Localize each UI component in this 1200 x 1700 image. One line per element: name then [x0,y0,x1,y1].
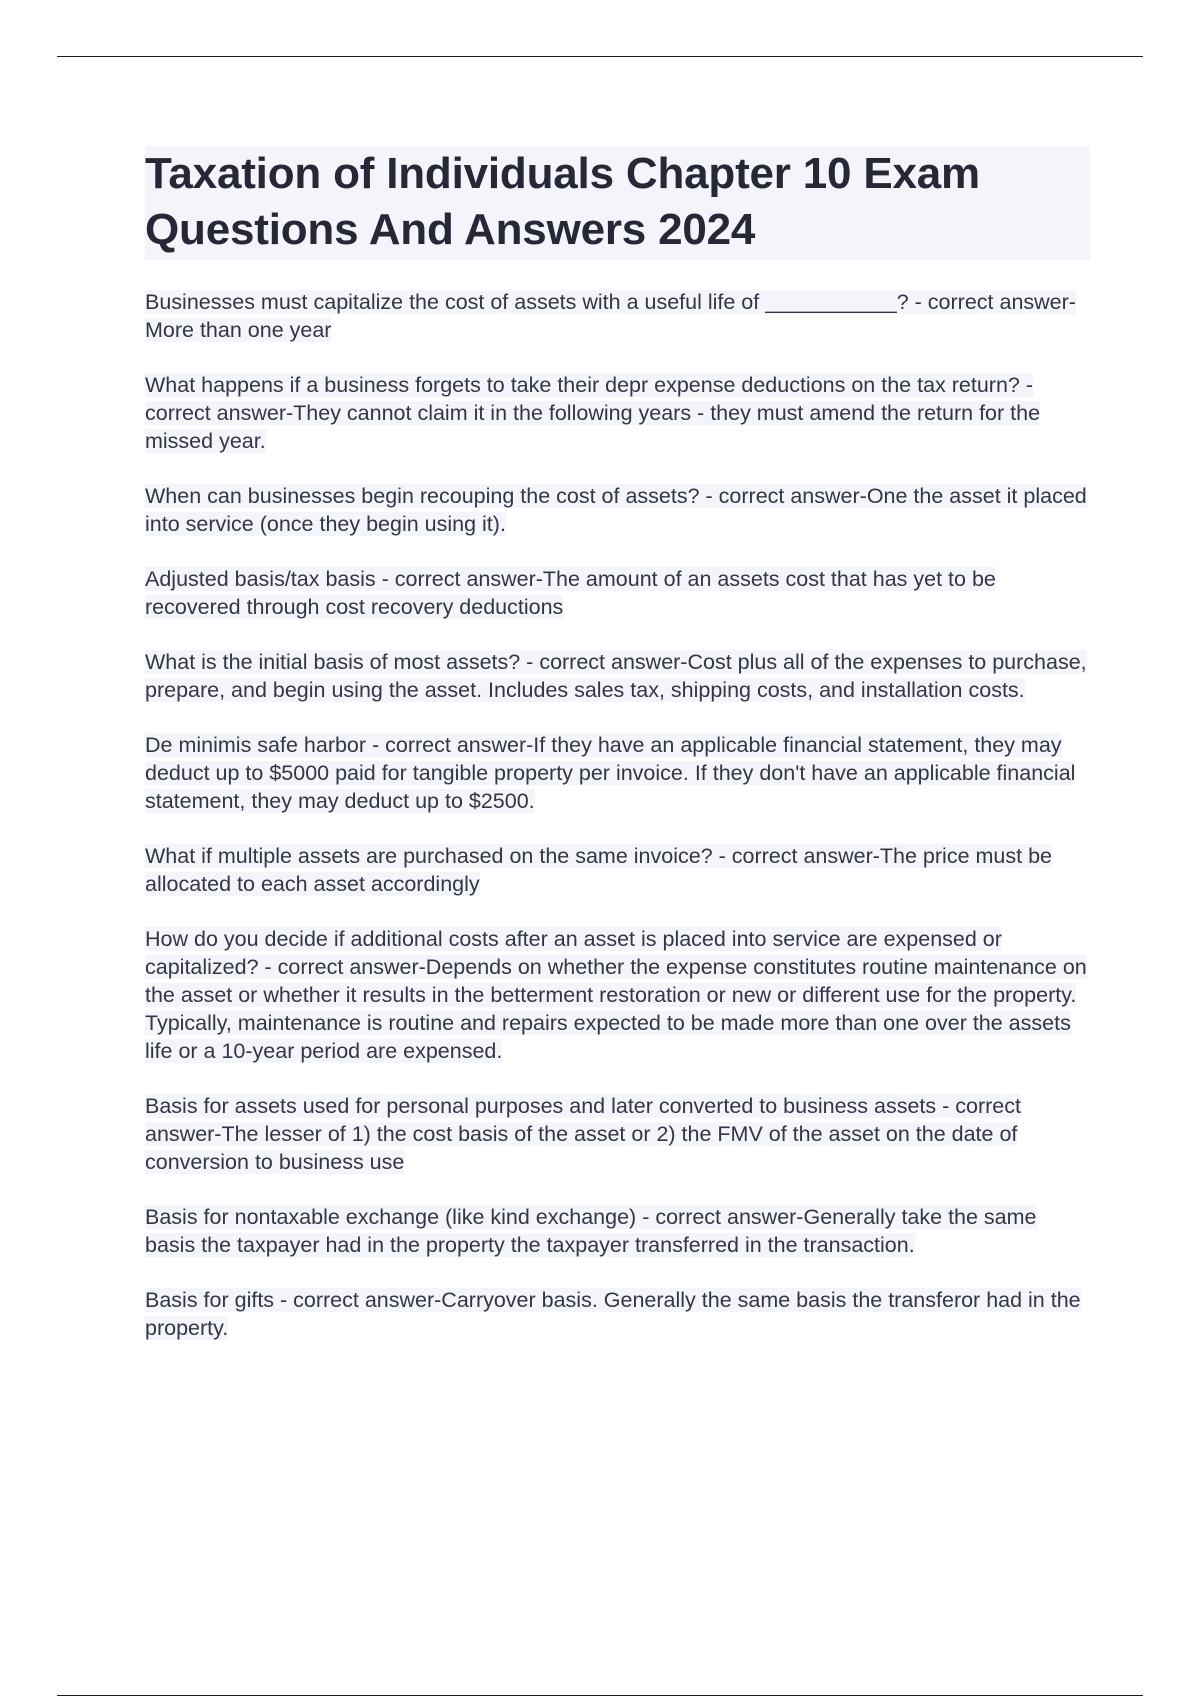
top-divider [57,56,1143,57]
qa-item-6 [145,731,1090,815]
qa-item-11 [145,1286,1090,1342]
qa-text: Basis for nontaxable exchange (like kind exchange) - correct answer-Generally take the same basis the taxpayer had in the property the taxpayer transferred in the transaction. [145,1205,1037,1257]
qa-text: Basis for assets used for personal purposes and later converted to business assets - correct answer-The lesser of 1) the cost basis of the asset or 2) the FMV of the asset on the date of conversion to business use [145,1094,1021,1174]
qa-item-8 [145,925,1090,1065]
qa-text: What happens if a business forgets to take their depr expense deductions on the tax return? - correct answer-They cannot claim it in the following years - they must amend the return for the missed year. [145,373,1041,453]
qa-list [145,288,1090,1342]
qa-text: What is the initial basis of most assets? - correct answer-Cost plus all of the expenses to purchase, prepare, and begin using the asset. Includes sales tax, shipping costs, and installation costs. [145,650,1087,702]
qa-item-1 [145,288,1090,344]
qa-item-10 [145,1203,1090,1259]
qa-item-3 [145,482,1090,538]
title-block [145,146,1090,260]
qa-text: Businesses must capitalize the cost of assets with a useful life of ___________? - correct answer-More than one year [145,290,1076,342]
qa-text: Adjusted basis/tax basis - correct answer-The amount of an assets cost that has yet to be recovered through cost recovery deductions [145,567,996,619]
qa-text: How do you decide if additional costs after an asset is placed into service are expensed or capitalized? - correct answer-Depends on whether the expense constitutes routine maintenance on the asset or whether it results in the betterment restoration or new or different use for the property. Typically, maintenance is routine and repairs expected to be made more than one over the assets life or a 10-year period are expensed. [145,927,1087,1063]
qa-text: De minimis safe harbor - correct answer-If they have an applicable financial statement, they may deduct up to $5000 paid for tangible property per invoice. If they don't have an applicable financial statement, they may deduct up to $2500. [145,733,1076,813]
qa-item-5 [145,648,1090,704]
qa-item-7 [145,842,1090,898]
qa-text: Basis for gifts - correct answer-Carryover basis. Generally the same basis the transferor had in the property. [145,1288,1081,1340]
document-title: Taxation of Individuals Chapter 10 Exam Questions And Answers 2024 [145,149,980,254]
bottom-divider [57,1695,1143,1696]
qa-item-4 [145,565,1090,621]
qa-text: What if multiple assets are purchased on the same invoice? - correct answer-The price must be allocated to each asset accordingly [145,844,1052,896]
qa-item-9 [145,1092,1090,1176]
qa-text: When can businesses begin recouping the cost of assets? - correct answer-One the asset it placed into service (once they begin using it). [145,484,1087,536]
document-page [145,146,1090,1369]
qa-item-2 [145,371,1090,455]
